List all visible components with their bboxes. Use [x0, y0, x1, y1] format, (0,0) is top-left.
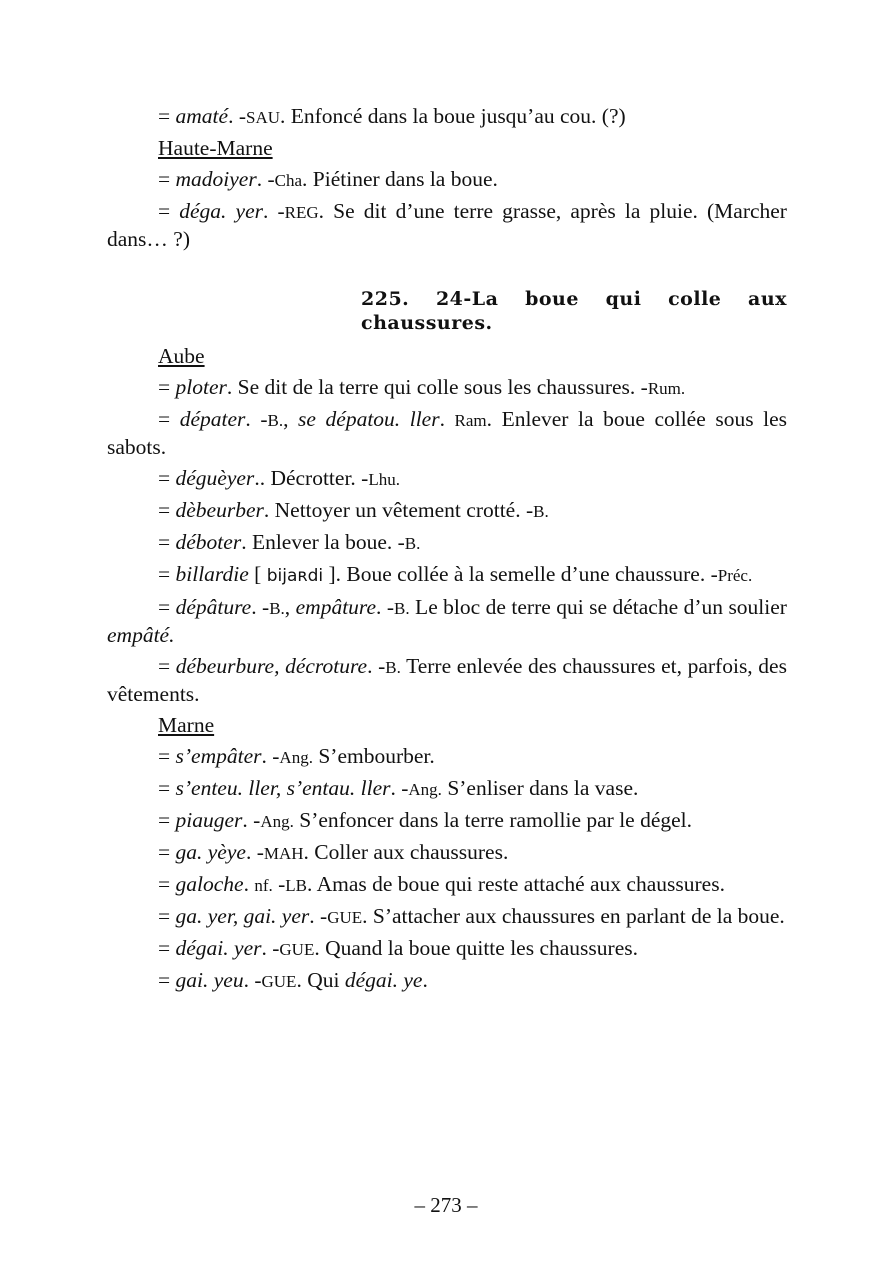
- entry-degayer: = déga. yer. -REG. Se dit d’une terre grasse, après la pluie. (Marcher dans… ?): [107, 199, 787, 251]
- entry-ploter: = ploter. Se dit de la terre qui colle sous les chaussures. -Rum.: [158, 375, 686, 399]
- region-heading-haute-marne: Haute-Marne: [158, 136, 273, 160]
- entry-billardie: = billardie [ bijaʀdi ]. Boue collée à la semelle d’une chaussure. -Préc.: [158, 562, 753, 586]
- entry-gayer: = ga. yer, gai. yer. -GUE. S’attacher aux chaussures en parlant de la boue.: [158, 904, 785, 928]
- entry-senteuller: = s’enteu. ller, s’entau. ller. -Ang. S’enliser dans la vase.: [158, 776, 639, 800]
- entry-deboter: = déboter. Enlever la boue. -B.: [158, 530, 421, 554]
- entry-madoiyer: = madoiyer. -Cha. Piétiner dans la boue.: [158, 167, 498, 191]
- entry-debeurber: = dèbeurber. Nettoyer un vêtement crotté. -B.: [158, 498, 549, 522]
- entry-gayeye: = ga. yèye. -MAH. Coller aux chaussures.: [158, 840, 509, 864]
- section-title: 225. 24-La boue qui colle aux chaussures.: [361, 288, 787, 334]
- entry-depater: = dépater. -B., se dépatou. ller. Ram. Enlever la boue collée sous les sabots.: [107, 407, 788, 459]
- entry-debeurbure: = débeurbure, décroture. -B. Terre enlevée des chaussures et, parfois, des vêtements.: [107, 654, 787, 706]
- entry-galoche: = galoche. nf. -LB. Amas de boue qui reste attaché aux chaussures.: [158, 872, 725, 896]
- entry-degaiyer: = dégai. yer. -GUE. Quand la boue quitte les chaussures.: [158, 936, 638, 960]
- entry-sempater: = s’empâter. -Ang. S’embourber.: [158, 744, 435, 768]
- region-heading-marne: Marne: [158, 713, 215, 737]
- region-heading-aube: Aube: [158, 344, 205, 368]
- page-number: – 273 –: [414, 1193, 478, 1217]
- entry-piauger: = piauger. -Ang. S’enfoncer dans la terre ramollie par le dégel.: [158, 808, 693, 832]
- entry-amate: = amaté. -SAU. Enfoncé dans la boue jusqu’au cou. (?): [158, 104, 626, 128]
- entry-depature: = dépâture. -B., empâture. -B. Le bloc de terre qui se détache d’un soulier empâté.: [107, 595, 787, 647]
- entry-deguelyer: = déguèyer.. Décrotter. -Lhu.: [158, 466, 400, 490]
- entry-gaiyeu: = gai. yeu. -GUE. Qui dégai. ye.: [158, 968, 428, 992]
- page-body: [107, 103, 787, 999]
